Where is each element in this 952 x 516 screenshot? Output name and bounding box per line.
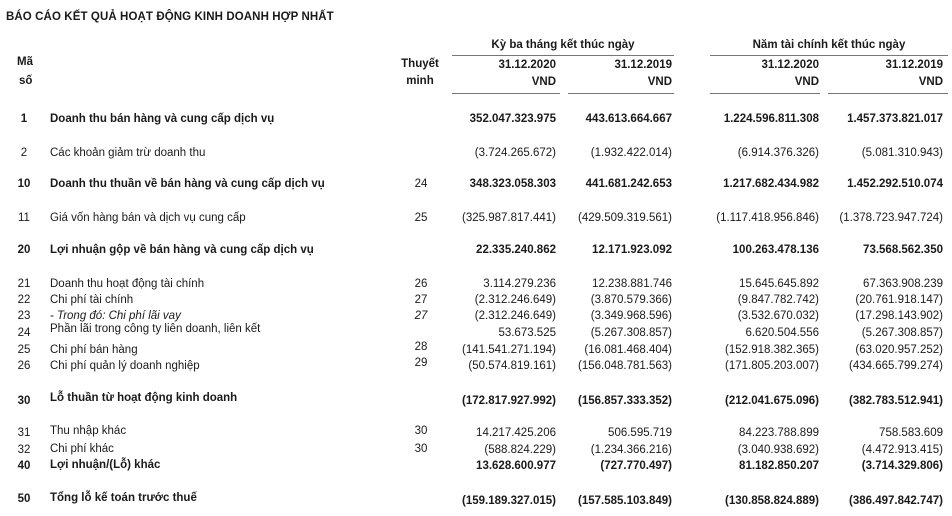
row-code: 1: [20, 113, 28, 125]
row-code: 24: [17, 327, 31, 339]
row-y2019: 73.568.562.350: [863, 244, 943, 256]
row-q2019: (1.234.366.216): [590, 444, 672, 456]
row-y2019: (5.081.310.943): [861, 147, 943, 159]
row-note: 30: [414, 425, 428, 437]
col2-date: 31.12.2019: [614, 59, 672, 71]
row-q2019: (3.349.968.596): [590, 310, 672, 322]
table-row: [0, 293, 952, 308]
row-y2020: (212.041.675.096): [725, 395, 819, 407]
row-y2019: (3.714.329.806): [861, 460, 943, 472]
row-q2020: 3.114.279.236: [483, 278, 556, 290]
row-q2020: (2.312.246.649): [474, 294, 556, 306]
row-code: 32: [17, 444, 31, 456]
row-label: Chi phí quản lý doanh nghiệp: [50, 360, 200, 372]
row-y2020: (6.914.376.326): [737, 147, 819, 159]
row-label: Lỗ thuần từ hoạt động kinh doanh: [50, 392, 238, 404]
row-y2019: (17.298.143.902): [855, 310, 943, 322]
row-y2020: 81.182.850.207: [739, 460, 819, 472]
table-row: [0, 211, 952, 226]
row-q2019: (157.585.103.849): [578, 495, 672, 507]
row-q2020: 13.628.600.977: [476, 460, 556, 472]
row-y2020: 15.645.645.892: [739, 278, 819, 290]
row-y2020: (9.847.782.742): [737, 294, 819, 306]
group-underline-quarter: [452, 55, 674, 56]
table-row: [0, 177, 952, 192]
row-note: 30: [414, 443, 428, 455]
row-y2019: (4.472.913.415): [861, 444, 943, 456]
table-row: [0, 243, 952, 258]
row-y2019: (434.665.799.274): [849, 360, 943, 372]
row-label: Thu nhập khác: [50, 425, 127, 437]
row-q2019: (1.932.422.014): [590, 147, 672, 159]
row-code: 25: [17, 344, 31, 356]
row-q2020: 352.047.323.975: [469, 113, 556, 125]
col3-date: 31.12.2020: [761, 59, 819, 71]
row-y2020: (171.805.203.007): [725, 360, 819, 372]
row-q2020: (2.312.246.649): [474, 310, 556, 322]
table-row: [0, 359, 952, 374]
row-y2019: (63.020.957.252): [855, 344, 943, 356]
row-label: Tổng lỗ kế toán trước thuế: [50, 492, 197, 504]
row-code: 31: [17, 427, 31, 439]
row-label: Các khoản giảm trừ doanh thu: [50, 147, 206, 159]
row-y2020: 84.223.788.899: [739, 427, 819, 439]
row-y2019: 67.363.908.239: [863, 278, 943, 290]
table-row: [0, 443, 952, 458]
row-q2019: (429.509.319.561): [578, 212, 672, 224]
row-y2019: (386.497.842.747): [849, 495, 943, 507]
row-y2020: 6.620.504.556: [745, 327, 819, 339]
row-label: Giá vốn hàng bán và dịch vụ cung cấp: [50, 212, 246, 224]
table-row: [0, 343, 952, 358]
row-code: 30: [17, 395, 31, 407]
row-code: 11: [18, 212, 30, 224]
row-y2020: (152.918.382.365): [725, 344, 819, 356]
row-code: 20: [17, 244, 31, 256]
col3-currency: VND: [794, 76, 819, 88]
row-y2020: (3.532.670.032): [737, 310, 819, 322]
col-rule-3: [710, 93, 820, 94]
row-q2020: (588.824.229): [484, 444, 556, 456]
col-rule-2: [568, 93, 674, 94]
row-y2020: 1.224.596.811.308: [723, 113, 819, 125]
row-q2020: (172.817.927.992): [462, 395, 556, 407]
col4-currency: VND: [918, 76, 943, 88]
row-label: Lợi nhuận/(Lỗ) khác: [50, 459, 161, 471]
row-note: 27: [414, 294, 428, 306]
table-row: [0, 112, 952, 127]
row-q2020: 14.217.425.206: [476, 427, 556, 439]
row-q2019: 12.238.881.746: [592, 278, 672, 290]
row-q2019: 441.681.242.653: [585, 178, 672, 190]
row-y2019: (382.783.512.941): [849, 395, 943, 407]
col4-date: 31.12.2019: [885, 59, 943, 71]
row-q2020: (325.987.817.441): [462, 212, 556, 224]
row-q2019: (156.857.333.352): [578, 395, 672, 407]
row-label: Lợi nhuận gộp về bán hàng và cung cấp dịch vụ: [50, 244, 314, 256]
col-rule-4: [828, 93, 948, 94]
row-q2019: (156.048.781.563): [578, 360, 672, 372]
table-row: [0, 426, 952, 441]
row-y2019: 1.457.373.821.017: [847, 113, 943, 125]
row-note: 28: [414, 341, 428, 353]
note-header-2: minh: [406, 75, 434, 87]
code-header-2: số: [19, 75, 33, 87]
col1-date: 31.12.2020: [498, 59, 556, 71]
col2-currency: VND: [647, 76, 672, 88]
row-y2019: 758.583.609: [879, 427, 943, 439]
row-y2019: (1.378.723.947.724): [839, 212, 943, 224]
row-code: 26: [17, 360, 31, 372]
row-q2020: (141.541.271.194): [462, 344, 556, 356]
table-row: [0, 494, 952, 509]
table-row: [0, 394, 952, 409]
row-q2020: (3.724.265.672): [474, 147, 556, 159]
code-header-1: Mã: [17, 56, 33, 68]
row-y2020: 1.217.682.434.982: [723, 178, 819, 190]
row-label: Chi phí khác: [50, 443, 114, 455]
table-row: [0, 459, 952, 474]
note-header-1: Thuyết: [401, 58, 439, 70]
row-label: Doanh thu bán hàng và cung cấp dịch vụ: [50, 113, 275, 125]
row-q2019: (16.081.468.404): [584, 344, 672, 356]
group-header-year: Năm tài chính kết thúc ngày: [752, 39, 906, 51]
row-note: 25: [414, 212, 428, 224]
row-y2020: (130.858.824.889): [725, 495, 819, 507]
group-header-quarter: Kỳ ba tháng kết thúc ngày: [491, 39, 635, 51]
col1-currency: VND: [531, 76, 556, 88]
row-y2020: (3.040.938.692): [737, 444, 819, 456]
row-q2019: (727.770.497): [600, 460, 672, 472]
row-label: Phần lãi trong công ty liên doanh, liên kết: [50, 323, 261, 335]
row-code: 21: [17, 278, 31, 290]
row-y2020: (1.117.418.956.846): [716, 212, 819, 224]
row-q2020: 22.335.240.862: [476, 244, 556, 256]
row-label: Chi phí tài chính: [50, 294, 134, 306]
row-label: - Trong đó: Chi phí lãi vay: [50, 310, 181, 322]
row-note: 27: [414, 310, 428, 322]
row-label: Chi phí bán hàng: [50, 344, 138, 356]
row-code: 22: [17, 294, 31, 306]
row-q2020: 348.323.058.303: [469, 178, 556, 190]
row-q2019: (3.870.579.366): [590, 294, 672, 306]
group-underline-year: [710, 55, 948, 56]
row-y2019: (5.267.308.857): [861, 327, 943, 339]
table-row: [0, 146, 952, 161]
row-note: 29: [414, 357, 428, 369]
row-y2019: 1.452.292.510.074: [847, 178, 943, 190]
row-q2019: (5.267.308.857): [590, 327, 672, 339]
row-label: Doanh thu hoạt động tài chính: [50, 278, 205, 290]
row-y2019: (20.761.918.147): [855, 294, 943, 306]
table-row: [0, 323, 952, 341]
row-q2020: (159.189.327.015): [462, 495, 556, 507]
row-label: Doanh thu thuần về bán hàng và cung cấp dịch vụ: [50, 178, 325, 190]
row-q2019: 12.171.923.092: [592, 244, 672, 256]
row-code: 50: [17, 493, 31, 505]
row-y2020: 100.263.478.136: [732, 244, 819, 256]
report-title: BÁO CÁO KẾT QUẢ HOẠT ĐỘNG KINH DOANH HỢP NHẤT: [6, 11, 334, 23]
row-note: 24: [414, 178, 428, 190]
row-code: 40: [17, 460, 31, 472]
row-q2020: 53.673.525: [498, 327, 556, 339]
row-code: 23: [17, 310, 31, 322]
row-code: 10: [17, 178, 31, 190]
row-q2020: (50.574.819.161): [468, 360, 556, 372]
col-rule-1: [452, 93, 560, 94]
row-q2019: 506.595.719: [608, 427, 672, 439]
row-q2019: 443.613.664.667: [585, 113, 672, 125]
row-code: 2: [20, 147, 28, 159]
table-row: [0, 277, 952, 292]
row-note: 26: [414, 278, 428, 290]
